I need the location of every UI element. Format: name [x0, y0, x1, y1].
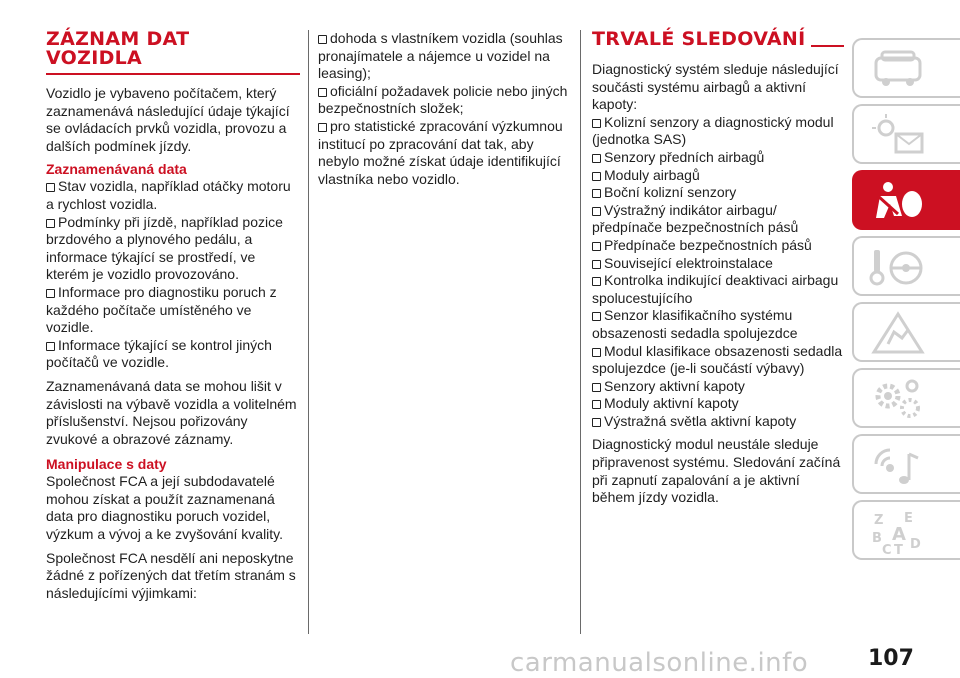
list-item: Senzory aktivní kapoty: [592, 378, 844, 396]
paragraph: Společnost FCA nesdělí ani neposkytne žádné z pořízených dat třetím stranám s následujícími výjimkami:: [46, 549, 296, 601]
list-item: Výstražná světla aktivní kapoty: [592, 413, 844, 431]
checkbox-bullet-icon: [592, 383, 601, 392]
subtitle-recorded-data: Zaznamenávaná data: [46, 161, 187, 178]
checkbox-bullet-icon: [592, 242, 601, 251]
list-item: Modul klasifikace obsazenosti sedadla spolujezdce (je-li součástí výbavy): [592, 342, 843, 377]
tab-warning-lights[interactable]: [852, 104, 960, 164]
checkbox-bullet-icon: [592, 207, 601, 216]
tab-maintenance[interactable]: [852, 368, 960, 428]
checkbox-bullet-icon: [592, 189, 601, 198]
tab-airbag-safety[interactable]: [852, 170, 960, 230]
svg-text:T: T: [894, 543, 903, 554]
checkbox-bullet-icon: [46, 289, 55, 298]
maintenance-gears-icon: [868, 376, 928, 422]
list-item: dohoda s vlastníkem vozidla (souhlas pronajímatele a nájemce u vozidel na leasing);: [318, 30, 563, 82]
list-item: Výstražný indikátor airbagu/ předpínače bezpečnostních pásů: [592, 201, 799, 236]
car-dashboard-icon: [868, 46, 928, 92]
key-steering-wheel-icon: [868, 244, 928, 290]
list-item: Předpínače bezpečnostních pásů: [592, 237, 844, 255]
checkbox-bullet-icon: [592, 418, 601, 427]
checkbox-bullet-icon: [592, 172, 601, 181]
column-divider: [580, 30, 581, 634]
outro-paragraph: Diagnostický modul neustále sleduje připravenost systému. Sledování začíná při zapnutí zapalování a je aktivní během jízdy vozidla.: [592, 436, 841, 506]
tab-index[interactable]: [852, 500, 960, 560]
checkbox-bullet-icon: [592, 260, 601, 269]
checkbox-bullet-icon: [46, 219, 55, 228]
tab-multimedia[interactable]: [852, 434, 960, 494]
column-continuous-monitoring: [592, 30, 844, 513]
list-item: Moduly aktivní kapoty: [592, 395, 844, 413]
intro-paragraph: Vozidlo je vybaveno počítačem, který zaznamenává následující údaje týkající se ovládacích prvků vozidla, provozu a dalších podmínek jízdy.: [46, 85, 290, 154]
checkbox-bullet-icon: [46, 342, 55, 351]
page-number: 107: [868, 646, 914, 671]
airbag-seatbelt-icon: [868, 178, 928, 224]
list-item: Senzory předních airbagů: [592, 149, 844, 167]
list-item: Související elektroinstalace: [592, 255, 844, 273]
checkbox-bullet-icon: [592, 119, 601, 128]
checkbox-bullet-icon: [592, 312, 601, 321]
svg-text:A: A: [892, 524, 906, 545]
checkbox-bullet-icon: [592, 400, 601, 409]
checkbox-bullet-icon: [592, 154, 601, 163]
column-record-data: [46, 30, 300, 608]
breakdown-triangle-icon: [868, 310, 928, 356]
subtitle-data-handling: Manipulace s daty: [46, 456, 167, 473]
list-item: pro statistické zpracování výzkumnou institucí po zpracování dat tak, aby nebylo možné získat údaje identifikující vlastníka nebo vozidlo.: [318, 117, 563, 187]
alphabetical-index-icon: [868, 508, 928, 554]
svg-text:E: E: [904, 511, 913, 526]
checkbox-bullet-icon: [318, 35, 327, 44]
paragraph: Zaznamenávaná data se mohou lišit v závislosti na výbavě vozidla a volitelném příslušenství. Nejsou pořizovány zvukové a obrazové záznamy.: [46, 377, 297, 447]
list-item: Moduly airbagů: [592, 167, 844, 185]
checkbox-bullet-icon: [592, 348, 601, 357]
title-underline: [46, 73, 300, 75]
svg-text:B: B: [872, 531, 882, 546]
intro-paragraph: Diagnostický systém sleduje následující součásti systému airbagů a aktivní kapoty:: [592, 61, 839, 113]
title-underline: [811, 45, 844, 47]
section-title-line2: VOZIDLA: [46, 47, 143, 69]
svg-text:C: C: [882, 543, 892, 554]
section-title: TRVALÉ SLEDOVÁNÍ: [592, 28, 806, 50]
warning-lights-icon: [868, 112, 928, 158]
list-item: Informace pro diagnostiku poruch z každého počítače umístěného ve vozidle.: [46, 283, 277, 336]
list-item: Informace týkající se kontrol jiných počítačů ve vozidle.: [46, 336, 272, 371]
list-item: Senzor klasifikačního systému obsazenosti sedadla spolujezdce: [592, 307, 798, 341]
section-title-line1: ZÁZNAM DAT: [46, 28, 190, 50]
checkbox-bullet-icon: [318, 88, 327, 97]
checkbox-bullet-icon: [592, 277, 601, 286]
svg-text:D: D: [910, 537, 921, 552]
multimedia-music-icon: [868, 442, 928, 488]
list-item: oficiální požadavek policie nebo jiných bezpečnostních složek;: [318, 82, 568, 117]
svg-text:Z: Z: [874, 513, 884, 528]
list-item: Kontrolka indikující deaktivaci airbagu spolucestujícího: [592, 272, 839, 306]
watermark: carmanualsonline.info: [510, 648, 809, 678]
checkbox-bullet-icon: [46, 183, 55, 192]
list-item: Stav vozidla, například otáčky motoru a rychlost vozidla.: [46, 178, 291, 212]
list-item: Boční kolizní senzory: [592, 184, 844, 202]
column-divider: [308, 30, 309, 634]
section-title-row: [592, 30, 844, 49]
list-item: Podmínky při jízdě, například pozice brzdového a plynového pedálu, a informace týkající se prostředí, ve kterém je vozidlo provozováno.: [46, 213, 283, 283]
component-list: [592, 114, 844, 431]
paragraph: Společnost FCA a její subdodavatelé mohou získat a použít zaznamenaná data pro diagnostiku poruch vozidel, výzkum a vývoj a ke zvyšování kvality.: [46, 473, 284, 543]
column-exceptions: [318, 30, 574, 188]
list-item: Kolizní senzory a diagnostický modul (jednotka SAS): [592, 113, 834, 148]
chapter-tabs: [852, 38, 960, 566]
tab-breakdown[interactable]: [852, 302, 960, 362]
checkbox-bullet-icon: [318, 123, 327, 132]
tab-key-steering[interactable]: [852, 236, 960, 296]
tab-car-dashboard[interactable]: [852, 38, 960, 98]
